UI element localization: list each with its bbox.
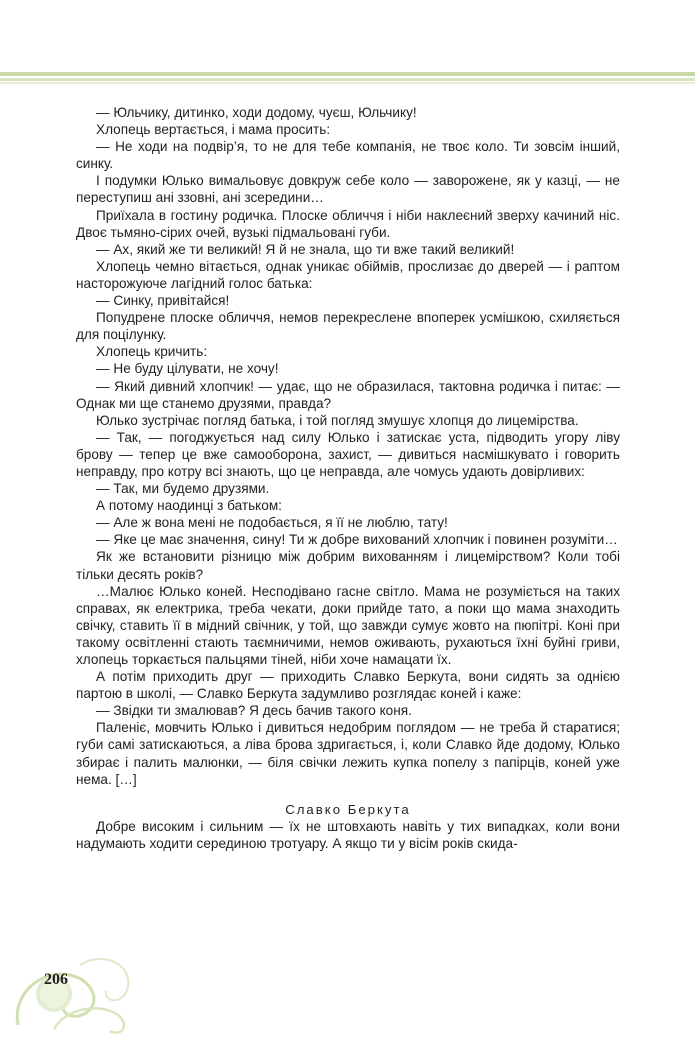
page-body — [76, 104, 620, 852]
paragraph: — Так, — погоджується над силу Юлько і затискає уста, підводить угору ліву брову — тепер це вже самооборона, захист, — дивиться насмішкувато і говорить неправду, про котру всі знають, що це неправда, але чомусь удають довірливих: — [76, 429, 620, 479]
band-line-primary — [0, 72, 695, 76]
section-heading: Славко Беркута — [285, 801, 411, 817]
paragraph: А потім приходить друг — приходить Славко Беркута, вони сидять за однією партою в школі, — Славко Беркута задумливо розглядає коней і каже: — [76, 669, 620, 702]
paragraph: — Так, ми будемо друзями. — [96, 481, 270, 497]
band-line-tertiary — [0, 82, 695, 84]
paragraph: …Малює Юлько коней. Несподівано гасне світло. Мама не розуміється на таких справах, як електрика, треба чекати, доки прийде тато, а поки що мама знаходить свічку, ставить її в мідний свічник, у той, що завжди сумує жовто на пюпітрі. Коні при такому освітленні стають таємничими, немов оживають, рухаються їхні буйні гриви, хлопець торкається пальцями тіней, ніби хоче намацати їх. — [76, 583, 620, 667]
swirl-ornament-icon — [10, 945, 140, 1035]
paragraph: — Яке це має значення, сину! Ти ж добре вихований хлопчик і повинен розуміти… — [96, 532, 618, 548]
page-number: 206 — [44, 971, 68, 988]
paragraph: Хлопець вертається, і мама просить: — [96, 122, 331, 138]
paragraph: Як же встановити різницю між добрим вихованням і лицемірством? Коли тобі тільки десять років? — [76, 549, 620, 582]
band-line-secondary — [0, 78, 695, 81]
top-decorative-band — [0, 72, 695, 88]
paragraph: А потому наодинці з батьком: — [96, 498, 282, 514]
paragraph: — Синку, привітайся! — [96, 293, 230, 309]
paragraph: — Який дивний хлопчик! — удає, що не образилася, тактовна родичка і питає: — Однак ми ще станемо друзями, правда? — [76, 378, 620, 411]
paragraph: Хлопець кричить: — [96, 344, 208, 360]
paragraph: — Звідки ти змалював? Я десь бачив такого коня. — [96, 703, 412, 719]
paragraph: Юлько зустрічає погляд батька, і той погляд змушує хлопця до лицемірства. — [96, 412, 579, 428]
paragraph: — Ах, який же ти великий! Я й не знала, що ти вже такий великий! — [96, 241, 515, 257]
paragraph: Хлопець чемно вітається, однак уникає обіймів, прослизає до дверей — і раптом насторожуюче лагідний голос батька: — [76, 258, 620, 291]
paragraph: — Але ж вона мені не подобається, я її не люблю, тату! — [96, 515, 448, 531]
paragraph: Добре високим і сильним — їх не штовхають навіть у тих випадках, коли вони надумають ходити серединою тротуару. А якщо ти у вісім років скида- — [76, 818, 620, 851]
paragraph: — Не буду цілувати, не хочу! — [96, 361, 279, 377]
paragraph: — Не ходи на подвір’я, то не для тебе компанія, не твоє коло. Ти зовсім інший, синку. — [76, 139, 620, 172]
paragraph: Паленіє, мовчить Юлько і дивиться недобрим поглядом — не треба й старатися; губи самі затискаються, а ліва брова здригається, і, коли Славко йде додому, Юлько збирає і палить малюнки, — біля свічки лежить купка попелу з папірців, коней уже нема. […] — [76, 720, 620, 787]
paragraph: — Юльчику, дитинко, ходи додому, чуєш, Юльчику! — [96, 105, 417, 120]
paragraph: І подумки Юлько вимальовує довкруж себе коло — заворожене, як у казці, — не переступиш ані ззовні, ані зсередини… — [76, 173, 620, 206]
paragraph: Приїхала в гостину родичка. Плоске обличчя і ніби наклеєний зверху качиний ніс. Двоє тьмяно-сірих очей, вузькі підмальовані губи. — [76, 207, 620, 240]
paragraph: Попудрене плоске обличчя, немов перекреслене впоперек усмішкою, схиляється для поцілунку. — [76, 310, 620, 343]
